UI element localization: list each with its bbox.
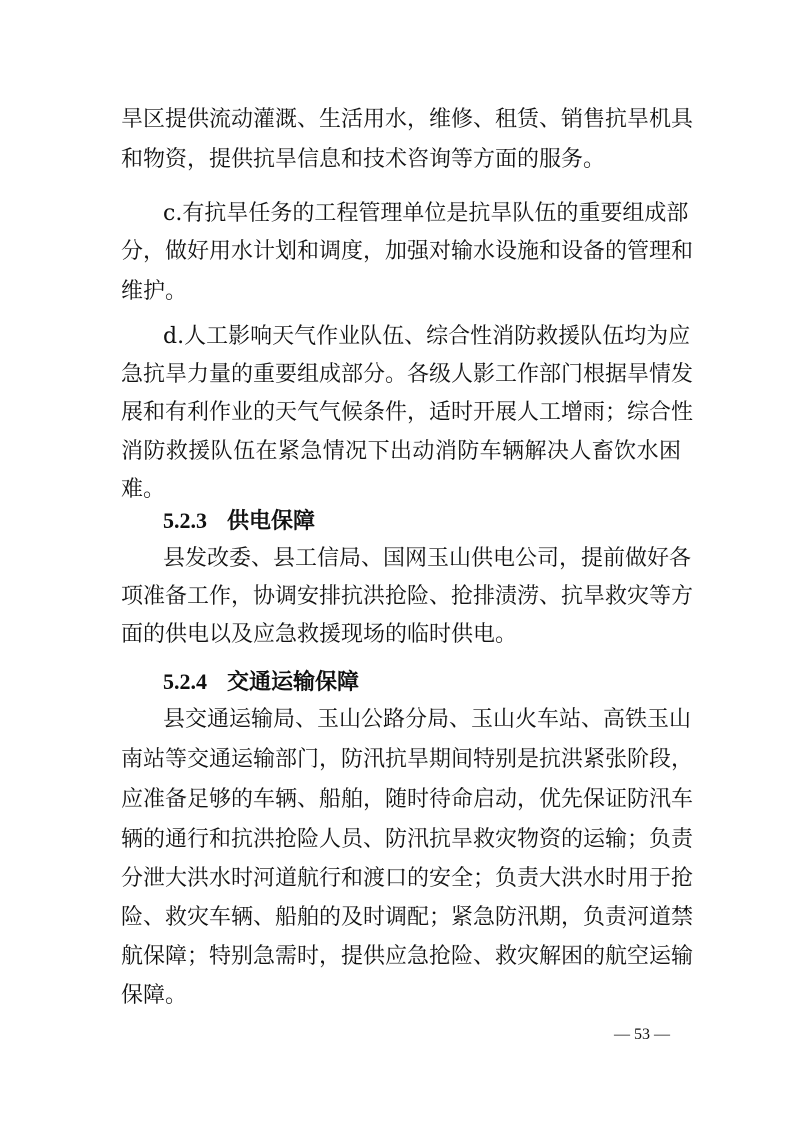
paragraph-line: 分泄大洪水时河道航行和渡口的安全；负责大洪水时用于抢 [121, 866, 694, 891]
section-number: 5.2.3 [163, 508, 207, 533]
paragraph-line: 展和有利作业的天气气候条件，适时开展人工增雨；综合性 [121, 400, 694, 425]
section-title: 交通运输保障 [227, 670, 360, 695]
page-number: — 53 — [614, 1026, 670, 1043]
paragraph-line: d.人工影响天气作业队伍、综合性消防救援队伍均为应 [163, 324, 691, 349]
paragraph-line: 面的供电以及应急救援现场的临时供电。 [121, 622, 518, 647]
paragraph-line: 消防救援队伍在紧急情况下出动消防车辆解决人畜饮水困 [121, 439, 681, 464]
section-number: 5.2.4 [163, 669, 207, 694]
paragraph-line: 维护。 [121, 279, 188, 304]
paragraph-line: 项准备工作，协调安排抗洪抢险、抢排渍涝、抗旱救灾等方 [121, 584, 694, 609]
paragraph-line: 急抗旱力量的重要组成部分。各级人影工作部门根据旱情发 [121, 362, 694, 387]
paragraph-line: 分，做好用水计划和调度，加强对输水设施和设备的管理和 [121, 239, 694, 264]
paragraph-line: 县发改委、县工信局、国网玉山供电公司，提前做好各 [163, 546, 692, 571]
paragraph-line: c.有抗旱任务的工程管理单位是抗旱队伍的重要组成部 [163, 201, 689, 226]
paragraph-line: 应准备足够的车辆、船舶，随时待命启动，优先保证防汛车 [121, 787, 694, 812]
paragraph-line: 南站等交通运输部门，防汛抗旱期间特别是抗洪紧张阶段， [121, 747, 694, 772]
paragraph-line: 保障。 [121, 983, 188, 1008]
paragraph-line: 险、救灾车辆、船舶的及时调配；紧急防汛期，负责河道禁 [121, 905, 694, 930]
section-title: 供电保障 [227, 509, 316, 534]
paragraph-line: 旱区提供流动灌溉、生活用水，维修、租赁、销售抗旱机具 [121, 107, 694, 132]
paragraph-line: 县交通运输局、玉山公路分局、玉山火车站、高铁玉山 [163, 707, 692, 732]
paragraph-line: 航保障；特别急需时，提供应急抢险、救灾解困的航空运输 [121, 944, 694, 969]
paragraph-line: 和物资，提供抗旱信息和技术咨询等方面的服务。 [121, 147, 606, 172]
paragraph-line: 难。 [121, 477, 166, 502]
paragraph-line: 辆的通行和抗洪抢险人员、防汛抗旱救灾物资的运输；负责 [121, 827, 694, 852]
